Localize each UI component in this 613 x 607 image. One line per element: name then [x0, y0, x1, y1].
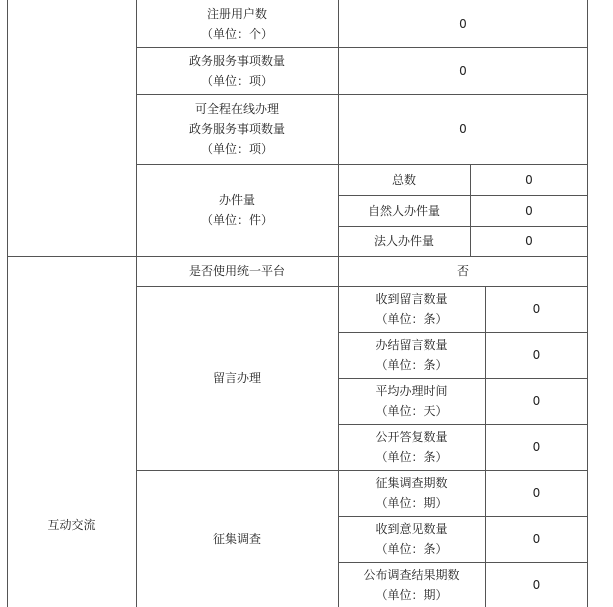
- section1-title: [7, 0, 136, 256]
- survey-label: 征集调查: [212, 531, 261, 546]
- grid-line: [470, 164, 471, 256]
- survey-periods-value: 0: [532, 486, 541, 500]
- grid-line: [338, 562, 588, 563]
- caseload-total-label: 总数: [391, 172, 416, 187]
- grid-line: [7, 256, 588, 257]
- grid-line: [338, 226, 588, 227]
- results-published-value: 0: [532, 577, 541, 592]
- grid-line: [136, 94, 588, 95]
- caseload-label: 办件量 （单位：件）: [200, 193, 273, 227]
- grid-line: [338, 516, 588, 517]
- grid-line: [136, 470, 588, 471]
- caseload-total-value: 0: [525, 172, 533, 187]
- caseload-legal-person-label: 法人办件量: [373, 234, 434, 248]
- public-replies-value: 0: [532, 440, 541, 454]
- grid-line: [136, 286, 588, 287]
- grid-line: [338, 195, 588, 196]
- registered-users-label: 注册用户数 （单位：个）: [200, 6, 273, 41]
- caseload-legal-person-value: 0: [525, 234, 533, 248]
- public-replies-label: 公开答复数量 （单位：条）: [375, 430, 448, 464]
- unified-platform-value: 否: [456, 264, 469, 278]
- opinions-received-label: 收到意见数量 （单位：条）: [375, 522, 448, 556]
- online-service-items-label: 可全程在线办理 政务服务事项数量 （单位：项）: [188, 102, 285, 156]
- service-items-value: 0: [459, 63, 467, 78]
- grid-line: [136, 164, 588, 165]
- grid-line: [485, 286, 486, 607]
- unified-platform-label: 是否使用统一平台: [188, 264, 285, 278]
- caseload-natural-person-value: 0: [525, 203, 533, 218]
- avg-handling-time-label: 平均办理时间 （单位：天）: [375, 384, 448, 418]
- online-service-items-value: 0: [459, 122, 467, 136]
- registered-users-value: 0: [459, 16, 467, 31]
- grid-line: [338, 332, 588, 333]
- service-items-label: 政务服务事项数量 （单位：项）: [188, 53, 285, 88]
- avg-handling-time-value: 0: [532, 394, 541, 408]
- messages-closed-label: 办结留言数量 （单位：条）: [375, 338, 448, 372]
- grid-line: [7, 0, 8, 607]
- results-published-label: 公布调查结果期数 （单位：期）: [363, 567, 460, 602]
- message-handling-label: 留言办理: [212, 371, 261, 385]
- opinions-received-value: 0: [532, 532, 541, 546]
- messages-closed-value: 0: [532, 348, 541, 362]
- grid-line: [136, 0, 137, 607]
- messages-received-label: 收到留言数量 （单位：条）: [375, 292, 448, 326]
- grid-line: [338, 424, 588, 425]
- caseload-natural-person-label: 自然人办件量: [367, 203, 440, 218]
- messages-received-value: 0: [532, 302, 541, 316]
- section2-title: 互动交流: [47, 518, 96, 532]
- grid-line: [136, 47, 588, 48]
- grid-line: [338, 378, 588, 379]
- survey-periods-label: 征集调查期数 （单位：期）: [375, 476, 448, 510]
